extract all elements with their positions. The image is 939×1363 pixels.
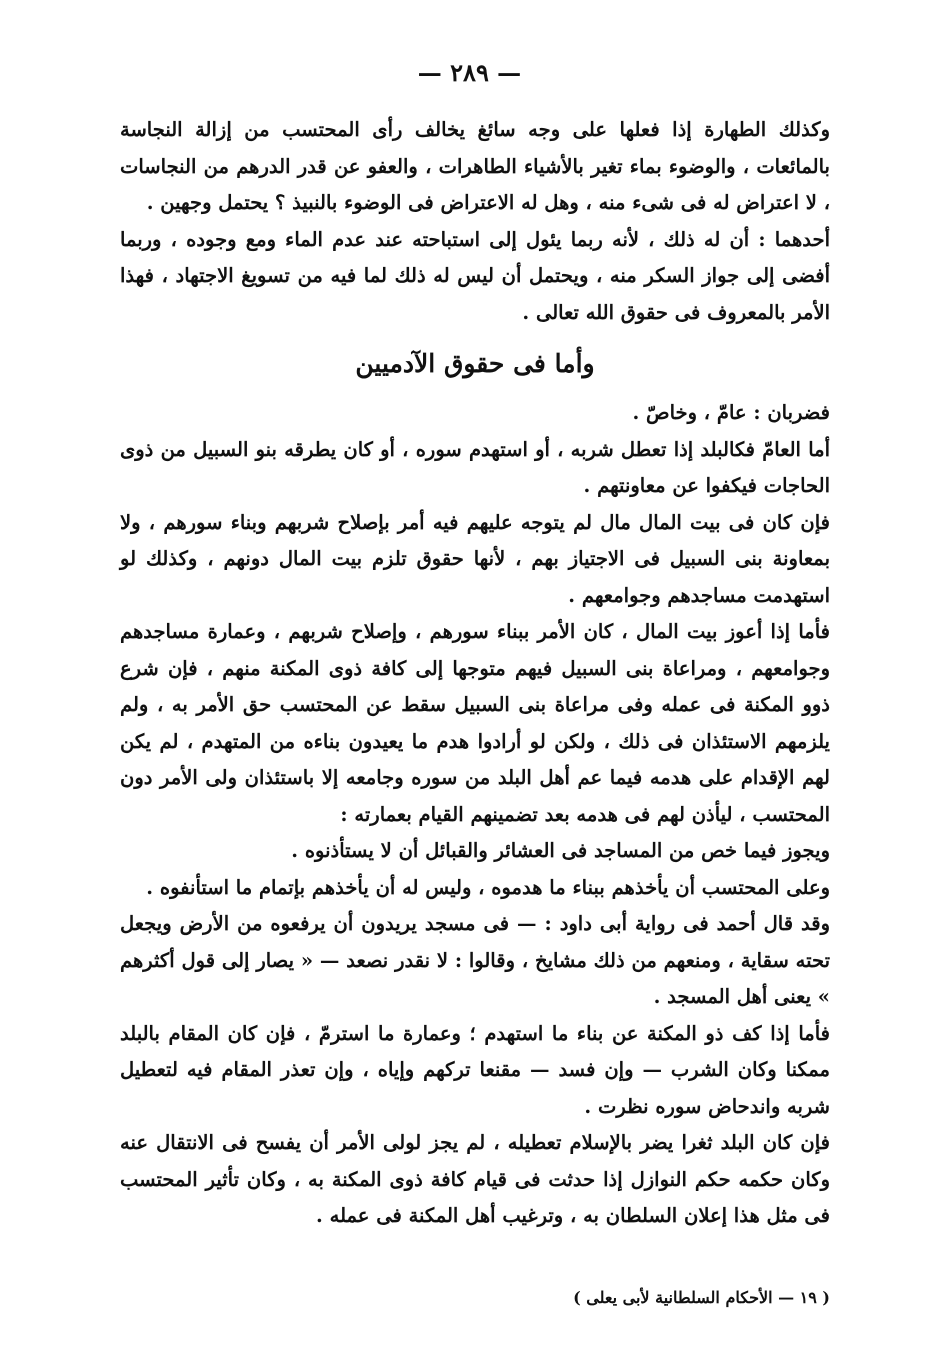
paragraph: فإن كان فى بيت المال مال لم يتوجه عليهم فيه أمر بإصلاح شربهم وبناء سورهم ، ولا بمعاونة بنى السبيل فى الاجتياز بهم ، لأنها حقوق تلزم بيت المال دونهم ، وكذلك لو استهدمت مساجدهم وجوامعهم . <box>120 510 830 607</box>
paragraph: أحدهما : أن له ذلك ، لأنه ربما يئول إلى استباحته عند عدم الماء ومع وجوده ، وربما أفضى إلى جواز السكر منه ، ويحتمل أن ليس له ذلك لما فيه من تسويغ الاجتهاد ، فهذا الأمر بالمعروف فى حقوق الله تعالى . <box>120 227 830 324</box>
paragraph: ويجوز فيما خص من المساجد فى العشائر والقبائل أن لا يستأذنوه . <box>291 839 830 862</box>
paragraph: أما العامّ فكالبلد إذا تعطل شربه ، أو استهدم سوره ، أو كان يطرقه بنو السبيل من ذوى الحاجات فيكفوا عن معاونتهم . <box>120 437 830 497</box>
section-heading: وأما فى حقوق الآدميين <box>355 349 595 378</box>
footer-signature: ( ١٩ — الأحكام السلطانية لأبى يعلى ) <box>573 1288 830 1307</box>
paragraph: وعلى المحتسب أن يأخذهم ببناء ما هدموه ، وليس له أن يأخذهم بإتمام ما استأنفوه . <box>146 875 830 899</box>
page-body <box>120 112 830 1235</box>
paragraph: فضربان : عامّ ، وخاصّ . <box>632 401 830 424</box>
page-number: — ٢٨٩ — <box>417 58 522 87</box>
paragraph: فأما إذا أعوز بيت المال ، كان الأمر ببناء سورهم ، وإصلاح شربهم ، وعمارة مساجدهم وجوامعهم ، ومراعاة بنى السبيل فيهم متوجها إلى كافة ذوى المكنة منهم ، فإن شرع ذوو المكنة فى عمله وفى مراعاة بنى السبيل سقط عن المحتسب حق الأمر به ، ولم يلزمهم الاستئذان فى ذلك ، ولكن لو أرادوا هدم ما يعيدون بناءه من المتهدم ، لم يكن لهم الإقدام على هدمه فيما عم أهل البلد من سوره وجامعه إلا باستئذان ولى الأمر دون المحتسب ، ليأذن لهم فى هدمه بعد تضمينهم القيام بعمارته : <box>120 620 830 826</box>
paragraph: فإن كان البلد ثغرا يضر بالإسلام تعطيله ، لم يجز لولى الأمر أن يفسح فى الانتقال عنه وكان حكمه حكم النوازل إذا حدثت فى قيام كافة ذوى المكنة به ، وكان تأثير المحتسب فى مثل هذا إعلان السلطان به ، وترغيب أهل المكنة فى عمله . <box>120 1131 830 1227</box>
paragraph: وقد قال أحمد فى رواية أبى داود : — فى مسجد يريدون أن يرفعوه من الأرض ويجعل تحته سقاية ، ومنعهم من ذلك مشايخ ، وقالوا : لا نقدر نصعد — « يصار إلى قول أكثرهم » يعنى أهل المسجد . <box>120 912 830 1008</box>
paragraph: فأما إذا كف ذو المكنة عن بناء ما استهدم ؛ وعمارة ما استرمّ ، فإن كان المقام بالبلد ممكنا وكان الشرب — وإن فسد — مقنعا تركهم وإياه ، وإن تعذر المقام فيه لتعطيل شربه واندحاض سوره نظرت . <box>120 1021 830 1118</box>
paragraph: وكذلك الطهارة إذا فعلها على وجه سائغ يخالف رأى المحتسب من إزالة النجاسة بالمائعات ، والوضوء بماء تغير بالأشياء الطاهرات ، والعفو عن قدر الدرهم من النجاسات ، لا اعتراض له فى شىء منه ، وهل له الاعتراض فى الوضوء بالنبيذ ؟ يحتمل وجهين . <box>120 118 830 214</box>
